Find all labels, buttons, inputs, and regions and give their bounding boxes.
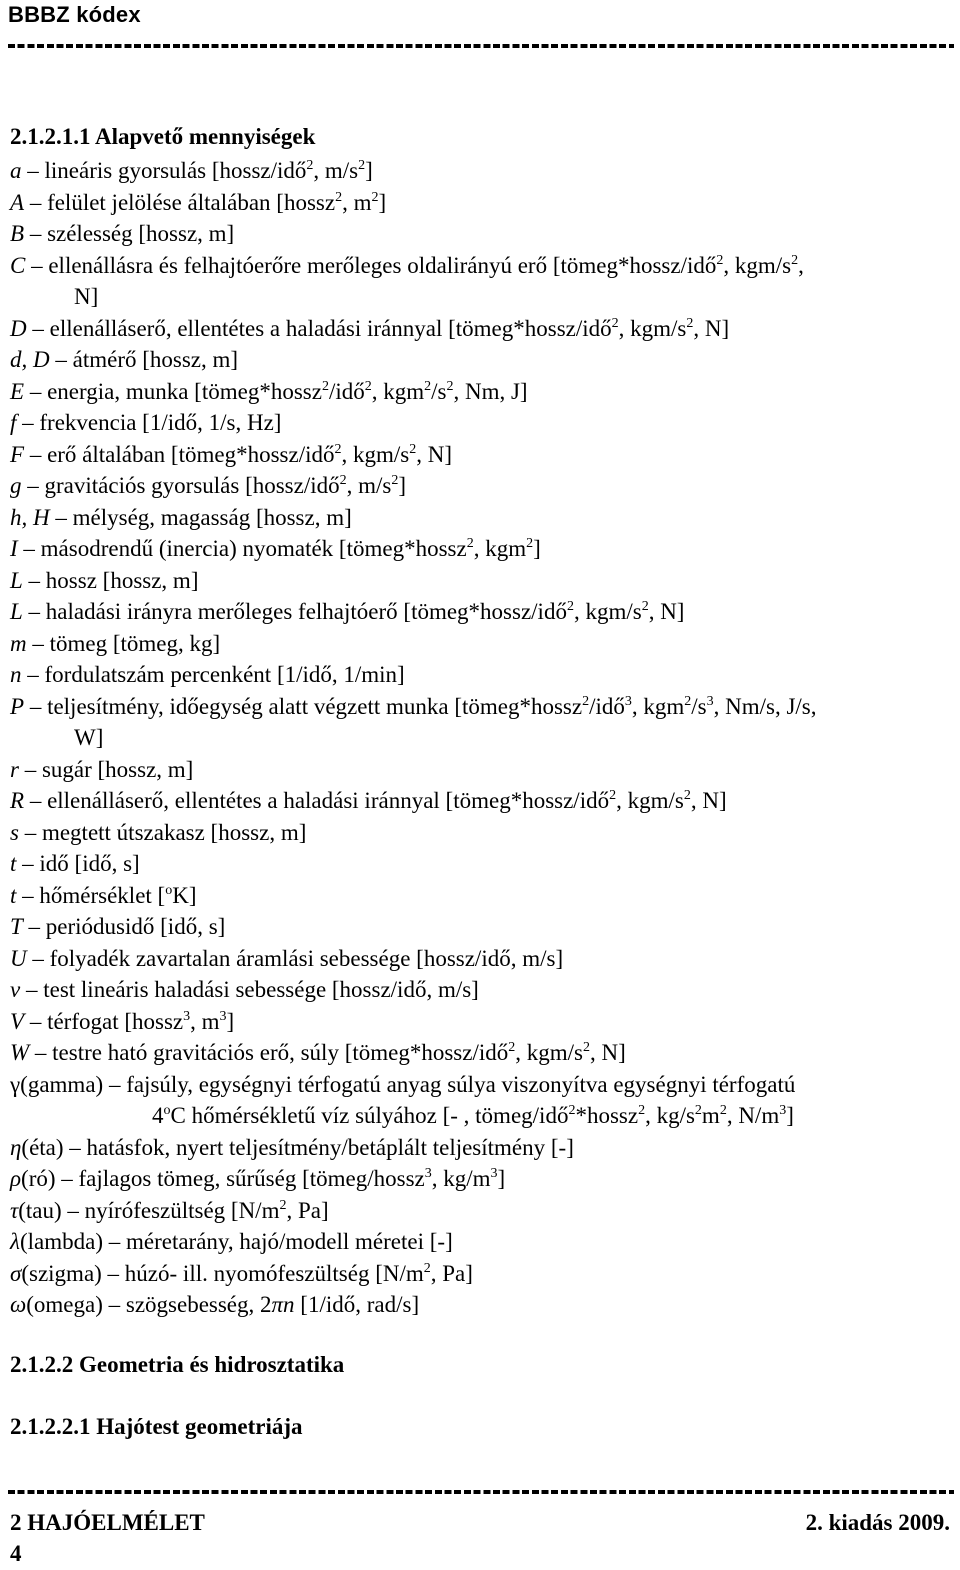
list-item: B – szélesség [hossz, m]	[10, 221, 235, 246]
list-item: γ(gamma) – fajsúly, egységnyi térfogatú anyag súlya viszonyítva egységnyi térfogatú	[10, 1071, 796, 1097]
list-item: ω(omega) – szögsebesség, 2πn [1/idő, rad/s]	[10, 1292, 420, 1317]
page-number: 4	[10, 1541, 22, 1566]
list-item: W – testre ható gravitációs erő, súly [tömeg*hossz/idő$^2$, kgm/$s^2$, N]	[10, 1040, 626, 1065]
list-item: ρ(ró) – fajlagos tömeg, sűrűség [tömeg/hossz$^3$, $kg/m^3$]	[10, 1166, 506, 1191]
list-item: r – sugár [hossz, m]	[10, 756, 194, 782]
list-item-continuation: W]	[74, 725, 104, 750]
list-item: m – tömeg [tömeg, kg]	[10, 630, 221, 656]
footer-divider	[8, 1490, 954, 1494]
list-item: E – energia, munka [tömeg*hossz$^2$/idő$^2$, $kgm^2/s^2$, Nm, J]	[10, 378, 528, 404]
list-item: g – gravitációs gyorsulás [hossz/idő$^2$, $m/s^2$]	[10, 473, 407, 498]
section-heading-basic-quantities: 2.1.2.1.1 Alapvető mennyiségek	[10, 124, 316, 149]
list-item-continuation: N]	[74, 284, 99, 309]
symbol-list	[10, 155, 960, 1321]
list-item-continuation: 4$^o$C hőmérsékletű víz súlyához [- , tömeg/idő$^2$*hossz$^2$, $kg/s^2m^2$, $N/m^3$]	[152, 1103, 794, 1128]
list-item: h, H – mélység, magasság [hossz, m]	[10, 504, 352, 530]
list-item: n – fordulatszám percenként [1/idő, 1/min]	[10, 662, 405, 687]
list-item: v – test lineáris haladási sebessége [hossz/idő, m/s]	[10, 977, 479, 1002]
list-item: D – ellenálláserő, ellentétes a haladási iránnyal [tömeg*hossz/idő$^2$, kgm/$s^2$, N]	[10, 315, 730, 341]
list-item: A – felület jelölése általában [hossz$^2$, $m^2$]	[10, 189, 387, 215]
list-item: a – lineáris gyorsulás [hossz/idő$^2$, $m/s^2$]	[10, 158, 373, 183]
list-item: I – másodrendű (inercia) nyomaték [tömeg*hossz$^2$, kgm$^2$]	[10, 536, 541, 561]
list-item: F – erő általában [tömeg*hossz/idő$^2$, kgm/$s^2$, N]	[10, 441, 452, 467]
footer-edition: 2. kiadás 2009.	[805, 1510, 950, 1535]
list-item: λ(lambda) – méretarány, hajó/modell méretei [-]	[10, 1229, 453, 1254]
list-item: P – teljesítmény, időegység alatt végzett munka [tömeg*hossz$^2$/idő$^3$, $kgm^2/s^3$, Nm/s, J/s,	[10, 693, 817, 719]
list-item: t – idő [idő, s]	[10, 851, 140, 876]
section-heading-hull-geometry: 2.1.2.2.1 Hajótest geometriája	[10, 1414, 303, 1439]
list-item: σ(szigma) – húzó- ill. nyomófeszültség [$N/m^2$, Pa]	[10, 1260, 473, 1286]
list-item: s – megtett útszakasz [hossz, m]	[10, 819, 307, 845]
list-item: V – térfogat [hossz$^3$, $m^3$]	[10, 1008, 235, 1034]
list-item: f – frekvencia [1/idő, 1/s, Hz]	[10, 410, 282, 435]
footer-chapter: 2 HAJÓELMÉLET	[10, 1510, 205, 1535]
list-item: C – ellenállásra és felhajtóerőre merőleges oldalirányú erő [tömeg*hossz/idő$^2$, kgm/$s^2$,	[10, 252, 804, 278]
list-item: d, D – átmérő [hossz, m]	[10, 347, 239, 372]
list-item: R – ellenálláserő, ellentétes a haladási iránnyal [tömeg*hossz/idő$^2$, kgm/$s^2$, N]	[10, 788, 727, 813]
list-item: T – periódusidő [idő, s]	[10, 914, 226, 939]
list-item: t – hőmérséklet [$^o$K]	[10, 882, 197, 908]
header-divider	[8, 44, 954, 48]
list-item: τ(tau) – nyírófeszültség [$N/m^2$, Pa]	[10, 1197, 329, 1223]
list-item: η(éta) – hatásfok, nyert teljesítmény/betáplált teljesítmény [-]	[10, 1134, 574, 1160]
list-item: L – haladási irányra merőleges felhajtóerő [tömeg*hossz/idő$^2$, kgm/$s^2$, N]	[10, 599, 685, 624]
section-heading-geometry: 2.1.2.2 Geometria és hidrosztatika	[10, 1352, 345, 1377]
list-item: U – folyadék zavartalan áramlási sebessége [hossz/idő, m/s]	[10, 945, 564, 971]
list-item: L – hossz [hossz, m]	[10, 567, 199, 593]
document-title: BBBZ kódex	[8, 2, 141, 27]
